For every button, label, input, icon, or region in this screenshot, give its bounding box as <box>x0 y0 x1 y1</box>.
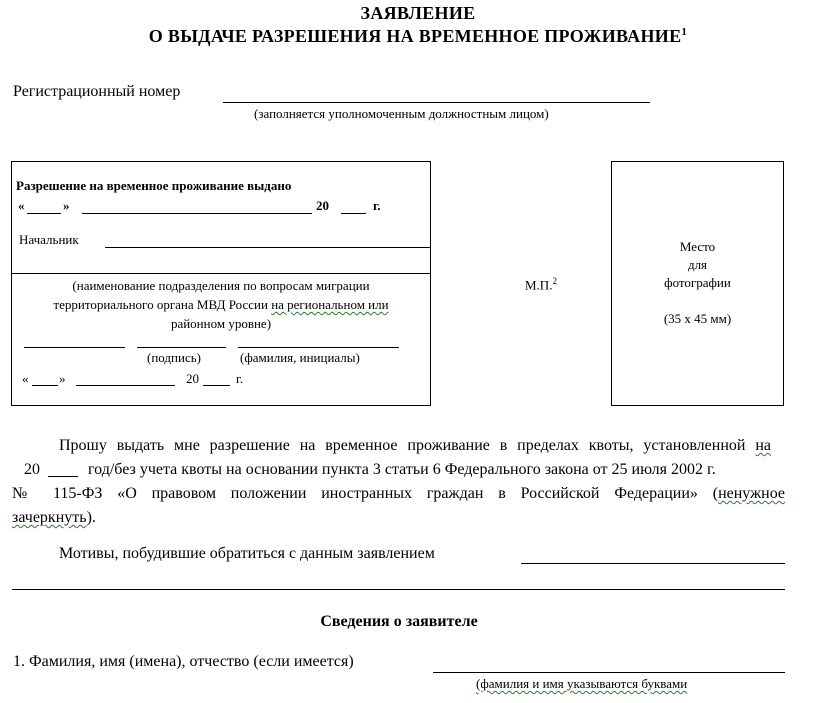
date-month-field[interactable] <box>76 385 175 386</box>
motives-field[interactable] <box>521 563 785 564</box>
request-line-1-na: на <box>755 437 772 454</box>
date-year-field[interactable] <box>203 385 230 386</box>
photo-size: (35 х 45 мм) <box>663 311 732 326</box>
stamp-label: М.П. <box>525 277 553 293</box>
date-quote-close: » <box>59 371 66 386</box>
permit-year-suffix: г. <box>373 198 381 213</box>
request-line-4-end: ). <box>86 509 96 526</box>
department-hint-line2a: территориального органа МВД России <box>53 297 268 312</box>
name-hint: (фамилия, инициалы) <box>240 350 360 365</box>
official-field-1[interactable] <box>24 347 125 348</box>
subtitle-text: О ВЫДАЧЕ РАЗРЕШЕНИЯ НА ВРЕМЕННОЕ ПРОЖИВАНИЕ <box>148 26 682 46</box>
chief-field[interactable] <box>105 247 430 248</box>
request-line-4-strike: зачеркнуть <box>12 509 87 526</box>
document-title: ЗАЯВЛЕНИЕ <box>360 3 476 23</box>
department-hint-line3-text: районном уровне) <box>170 316 272 331</box>
applicant-name-label: 1. Фамилия, имя (имена), отчество (если имеется) <box>13 653 354 670</box>
permit-quote-open: « <box>18 198 25 213</box>
registration-label: Регистрационный номер <box>13 83 181 100</box>
signature-field[interactable] <box>137 347 226 348</box>
permit-year-field[interactable] <box>341 213 366 214</box>
chief-label: Начальник <box>19 232 79 247</box>
request-year-field[interactable] <box>48 476 78 477</box>
applicant-name-hint: (фамилия и имя указываются буквами <box>476 676 688 691</box>
request-line-2-text: год/без учета квоты на основании пункта 3 статьи 6 Федерального закона от 25 июля 2002 г. <box>88 461 716 478</box>
photo-box-text <box>611 238 784 328</box>
request-line-3 <box>12 482 785 506</box>
applicant-heading: Сведения о заявителе <box>320 613 478 630</box>
applicant-name-field[interactable] <box>433 672 785 673</box>
request-year-prefix: 20 <box>24 461 40 478</box>
motives-label: Мотивы, побудившие обратиться с данным заявлением <box>59 545 435 562</box>
date-year-suffix: г. <box>236 371 244 386</box>
motives-field-continued[interactable] <box>12 589 785 590</box>
request-line-3-text: № 115-ФЗ «О правовом положении иностранных граждан в Российской Федерации» ( <box>12 485 719 502</box>
document-subtitle <box>0 22 836 46</box>
department-hint <box>12 276 430 333</box>
registration-hint: (заполняется уполномоченным должностным лицом) <box>254 106 549 121</box>
date-day-field[interactable] <box>32 385 58 386</box>
permit-box-divider <box>12 273 430 274</box>
registration-number-field[interactable] <box>223 102 650 103</box>
signature-hint: (подпись) <box>147 350 201 365</box>
permit-heading: Разрешение на временное проживание выдано <box>16 178 292 193</box>
footnote-ref-1: 1 <box>681 26 688 38</box>
request-line-4 <box>12 506 96 530</box>
date-quote-open: « <box>22 371 29 386</box>
permit-month-field[interactable] <box>82 213 312 214</box>
permit-day-field[interactable] <box>27 213 61 214</box>
department-hint-line2 <box>12 295 430 314</box>
request-line-2 <box>24 458 40 482</box>
stamp-place <box>525 276 557 293</box>
request-line-1 <box>59 434 771 458</box>
photo-line2: для <box>687 257 708 272</box>
department-hint-line1: (наименование подразделения по вопросам миграции <box>72 278 370 293</box>
photo-line3: фотографии <box>664 275 731 290</box>
department-hint-line2b: на региональном или <box>271 297 389 312</box>
official-name-field[interactable] <box>238 347 399 348</box>
request-line-3-unneeded: ненужное <box>718 485 785 502</box>
footnote-ref-2: 2 <box>552 276 557 286</box>
date-year-prefix: 20 <box>186 371 199 386</box>
department-hint-line3 <box>12 314 430 333</box>
permit-quote-close: » <box>63 198 70 213</box>
permit-year-prefix: 20 <box>316 198 329 213</box>
photo-line1: Место <box>679 239 716 254</box>
request-line-1-text: Прошу выдать мне разрешение на временное проживание в пределах квоты, установленной <box>59 437 746 454</box>
